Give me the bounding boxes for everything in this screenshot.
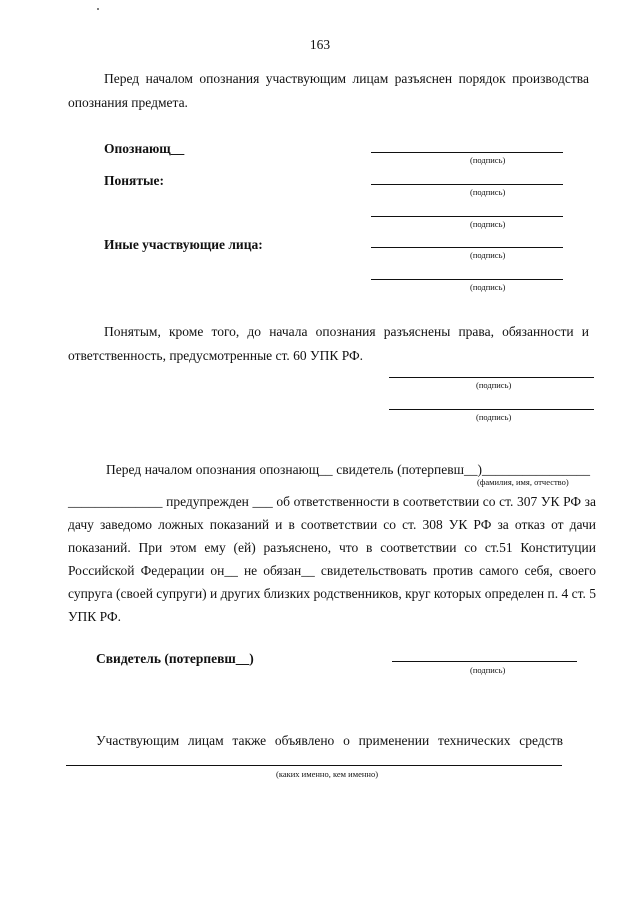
witness-rights-line-1: Понятым, кроме того, до начала опознания разъяснены права, обязанности и xyxy=(104,324,589,339)
other-2-signature-line xyxy=(371,279,563,280)
other-2-signature-caption: (подпись) xyxy=(470,282,506,292)
witness-1-signature-caption: (подпись) xyxy=(470,187,506,197)
witness-2-signature-caption: (подпись) xyxy=(470,219,506,229)
warning-line-4: показаний. При этом ему (ей) разъяснено, что в соответствии со ст.51 Конституции xyxy=(68,540,596,555)
witness-signature-line xyxy=(392,661,577,662)
witnesses-label: Понятые: xyxy=(104,173,164,188)
witness-signature-label: Свидетель (потерпевш__) xyxy=(96,651,254,666)
identifier-label: Опознающ__ xyxy=(104,141,185,156)
identifier-signature-caption: (подпись) xyxy=(470,155,506,165)
scan-speck xyxy=(97,8,99,10)
witness-rights-line-2: ответственность, предусмотренные ст. 60 УПК РФ. xyxy=(68,348,364,363)
intro-line-2: опознания предмета. xyxy=(68,95,188,110)
warning-line-2: ______________ предупрежден ___ об ответственности в соответствии со ст. 307 УК РФ за xyxy=(68,494,596,509)
witness-signature-caption: (подпись) xyxy=(470,665,506,675)
technical-means-line: Участвующим лицам также объявлено о применении технических средств xyxy=(96,733,563,748)
rights-signature-line-1 xyxy=(389,377,594,378)
rights-signature-caption-1: (подпись) xyxy=(476,380,512,390)
warning-line-6: супруга (своей супруги) и других близких родственников, круг которых определен п. 4 ст. 5 xyxy=(68,586,596,601)
page-number: 163 xyxy=(309,37,331,52)
witness-1-signature-line xyxy=(371,184,563,185)
other-1-signature-line xyxy=(371,247,563,248)
rights-signature-caption-2: (подпись) xyxy=(476,412,512,422)
technical-means-caption: (каких именно, кем именно) xyxy=(276,769,379,779)
warning-line-3: дачу заведомо ложных показаний и в соответствии со ст. 308 УК РФ за отказ от дачи xyxy=(68,517,596,532)
warning-line-1: Перед началом опознания опознающ__ свидетель (потерпевш__)________________ xyxy=(106,462,590,477)
intro-line-1: Перед началом опознания участвующим лицам разъяснен порядок производства xyxy=(104,71,589,86)
warning-line-7: УПК РФ. xyxy=(68,609,122,624)
identifier-signature-line xyxy=(371,152,563,153)
warning-name-caption: (фамилия, имя, отчество) xyxy=(477,477,569,487)
others-label: Иные участвующие лица: xyxy=(104,237,263,252)
rights-signature-line-2 xyxy=(389,409,594,410)
warning-line-5: Российской Федерации он__ не обязан__ свидетельствовать против самого себя, своего xyxy=(68,563,596,578)
technical-means-fill-line xyxy=(66,765,562,766)
other-1-signature-caption: (подпись) xyxy=(470,250,506,260)
witness-2-signature-line xyxy=(371,216,563,217)
